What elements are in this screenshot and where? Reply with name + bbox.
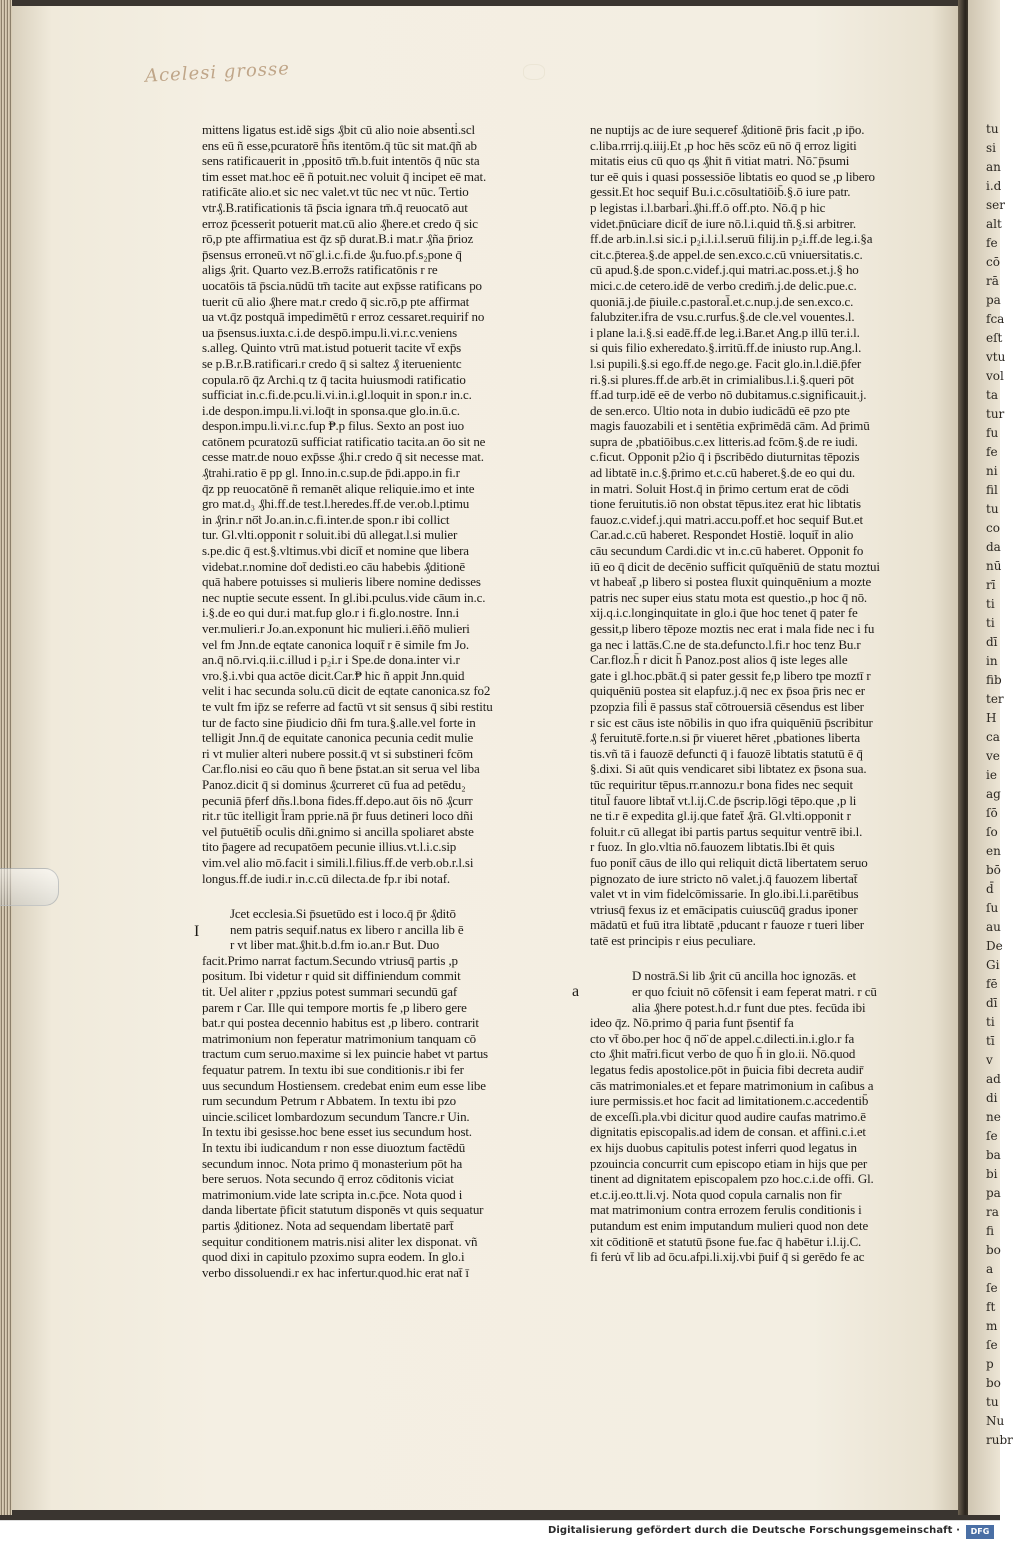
text-line: ri.§.si plures.ff.de arb.ēt in crimialibus.l.i.§.queri pōt	[590, 371, 855, 387]
facing-page-fragment: vol	[986, 369, 1004, 383]
text-line: matrimonium.vide late scripta in.c.p̄ce. Nota quod i	[202, 1186, 463, 1202]
handwritten-note: Acelesi grosse	[144, 58, 291, 87]
footer-bar	[0, 1520, 1000, 1543]
text-line: cto vt̄ ōbo.per hoc q̄ nō̈ de appel.c.dilecti.in.i.glo.r fa	[590, 1030, 855, 1046]
text-line: cās matrimoniales.et et fepare matrimonium in caſibus a	[590, 1077, 874, 1093]
text-line: fi feru̇ vt̄ lib ad ōcu.afpi.li.xij.vbi p̄uif q̄ si gerēdo fe ac	[590, 1249, 865, 1265]
text-line: videbat.r.nomine dot̄ dedisti.eo cāu habebis ₰ditionē	[202, 558, 465, 574]
facing-page-fragment: fē	[986, 977, 998, 991]
text-line: quoniā.j.de p̄iuile.c.pastoral̄.et.c.nup.j.de sen.exco.c.	[590, 293, 854, 309]
initial-letter: I	[194, 923, 200, 941]
text-line: ver.mulieri.r Jo.an.exponunt hic mulieri.i.ēñō mulieri	[202, 621, 470, 636]
facing-page-fragment: tu	[986, 502, 999, 516]
facing-page-fragment: pa	[986, 293, 1001, 307]
facing-page-fragment: ſe	[986, 1338, 998, 1352]
facing-page-fragment: ſe	[986, 1281, 998, 1295]
facing-page-fragment: bō	[986, 863, 1001, 877]
facing-page-fragment: tur	[986, 407, 1005, 421]
text-line: vtriusq̄ fexus iz et emācipatis cuiuscūq̄ gradus iponer	[590, 901, 858, 917]
text-line: sequitur conditionem matris.nisi aliter lex disponat. vñ	[202, 1233, 478, 1249]
text-line: videt.p̄nūciare dicit̄ de iure nō.l.i.quid tñ.§.si arbitrer.	[590, 215, 857, 231]
text-line: mici.c.de cetero.idē de verbo credim̄.j.de delic.pue.c.	[590, 277, 857, 293]
text-line: mat matrimonium contra errozem ferulis conditionis i	[590, 1202, 862, 1218]
facing-page-fragment: en	[986, 844, 1001, 858]
facing-page-fragment: fu	[986, 426, 999, 440]
facing-page-fragment: bo	[986, 1243, 1001, 1257]
text-line: in ₰rin.r nō̈t Jo.an.in.c.fi.inter.de spon.r ibi collict	[202, 511, 450, 527]
text-line: sufficiat in.c.fi.de.pcu.li.vi.in.i.gl.loquit in spon.r in.c.	[202, 387, 472, 403]
initial-letter: a	[572, 983, 580, 1001]
text-line: Car.flo.nisi eo cāu quo ñ bene p̄stat.an sit serua vel liba	[202, 761, 480, 777]
text-line: te vult fm ip̄z se referre ad factū vt sit sensus q̄ sibi restitu	[202, 698, 493, 714]
text-line: cit.c.p̄terea.§.de appel.de sen.exco.c.cū vniuersitatis.c.	[590, 246, 863, 262]
text-line: pignozato de iure stricto nō valet.j.q̄ fauozem libertat̄	[590, 870, 858, 886]
text-line: er quo fciuit nō cōfensit i eam feperat matri. r cū	[632, 984, 877, 1000]
text-line: iure permissis.et hoc facit ad limitationem.c.accedentib̄	[590, 1093, 869, 1109]
text-line: c.liba.rrrij.q.iiij.Et ,p hoc hēs scōz eū nō q̄ erroz ligiti	[590, 137, 857, 153]
text-line: ideo q̄z. Nō.primo q̄ paria funt p̄sentif fa	[590, 1015, 794, 1031]
facing-page-fragment: v	[986, 1053, 993, 1067]
facing-page-fragment: in	[986, 654, 998, 668]
facing-page-fragment: tu	[986, 122, 999, 136]
facing-page-fragment: ie	[986, 768, 997, 782]
text-line: c.ficut. Opponit p2io q̄ i p̄scribēdo diuturnitas tēpozis	[590, 449, 860, 465]
text-line: ri vt mulier alteri nubere possit.q̄ vt si substineri fcōm	[202, 745, 473, 761]
text-line: D nostrā.Si lib ₰rit cū ancilla hoc ignozās. et	[632, 968, 857, 984]
text-line: fequatur patrem. In textu ibi sue conditionis.r ibi fer	[202, 1062, 464, 1078]
text-line: erroz p̄cesserit potuerit mat.cū alio ₰here.et credo q̄ sic	[202, 215, 478, 231]
facing-page-fragment: ſe	[986, 1129, 998, 1143]
text-line: foluit.r cū allegat ibi partis partus sequitur ventrē ibi.l.	[590, 823, 863, 839]
text-line: cāu secundum Cardi.dic vt in.c.cū haberet. Opponit fo	[590, 543, 864, 559]
text-line: patris nec super eius statu mota est questio.,p hoc q̄ nō.	[590, 589, 868, 605]
facing-page-fragment: ſō	[986, 806, 998, 820]
text-line: r vt liber mat.₰hit.b.d.fm io.an.r But. Duo	[230, 937, 440, 953]
text-line: tinent ad dignitatem episcopalem pzo hoc.c.i.de offi. Gl.	[590, 1171, 874, 1187]
text-line: valet vt in vim fidelcōmissarie. In glo.ibi.l.i.parētibus	[590, 886, 859, 902]
facing-page-fragment: ti	[986, 1015, 995, 1029]
facing-page-fragment: dī	[986, 996, 998, 1010]
facing-page-text	[968, 120, 1013, 1450]
text-line: tit. Uel aliter r ,ppzius potest summari secundū gaf	[202, 984, 458, 1000]
facing-page-fragment: a	[986, 1262, 994, 1276]
facing-page-fragment: rī	[986, 578, 996, 592]
facing-page-fragment: co	[986, 521, 1000, 535]
facing-page-fragment: H	[986, 711, 997, 725]
text-line: quod dixi in capitulo pzoximo supra eodem. In glo.i	[202, 1249, 465, 1265]
text-line: ₰ feruitutē.forte.n.si p̄r viueret hēret ,pbationes liberta	[590, 730, 860, 746]
text-line: ad libtatē in.c.§.p̄rimo et.c.cū haberet.§.de eo qui du.	[590, 465, 856, 481]
text-line: s.alleg. Quinto vtrū mat.istud potuerit tacite vt̄ exp̄s	[202, 340, 462, 356]
text-line: telligit Jnn.q̄ de equitate canonica pecunia cedit mulie	[202, 730, 474, 746]
facing-page-fragment: m	[986, 1319, 998, 1333]
text-line: tūc requiritur tēpus.rr.annozu.r bona fides nec sequit	[590, 776, 854, 792]
text-line: tis.vñ tā i fauozē defuncti q̄ i fauozē libtatis statutū ē q̄	[590, 745, 863, 761]
text-line: quiquēniū postea sit elapfuz.j.q̄ nec ex p̄soa p̄ris nec er	[590, 683, 865, 699]
text-line: sens ratificauerit in ,ppositō tm̄.b.fuit intentōs q̄ nūc sta	[202, 153, 480, 169]
footer-credit: Digitalisierung gefördert durch die Deutsche Forschungsgemeinschaft ·	[547, 1525, 960, 1536]
text-line: Car.floz.h̄ r dicit h̄ Panoz.post alios q̄ iste leges alle	[590, 652, 848, 668]
facing-page-fragment: ft	[986, 1300, 996, 1314]
text-line: r fuoz. In glo.vltia nō.fauozem libtatis.Ibi ēt quis	[590, 839, 835, 855]
text-line: i plane la.i.§.si eadē.ff.de leg.i.Bar.et Ang.p illū ter.i.l.	[590, 324, 860, 340]
text-line: parem r Car. Ille qui tempore mortis fe ,p libero gere	[202, 999, 467, 1015]
text-line: fuo ponit̄ cāus de illo qui reliquit dictā libertatem seruo	[590, 854, 868, 870]
facing-page-fragment: Gi	[986, 958, 1000, 972]
text-line: bere seruos. Nota secundo q̄ erroz cōditonis viciat	[202, 1171, 454, 1187]
text-line: magis fauozabili et i sentētia exp̄rimēdā cām. Ad p̄rimū	[590, 418, 870, 434]
margin-mark	[523, 64, 545, 80]
text-line: bat.r qui postea decennio habitus est ,p libero. contrarit	[202, 1015, 479, 1031]
text-line: velit i hac secunda solu.cū dicit de eqtate canonica.sz fo2	[202, 683, 491, 699]
facing-page-fragment: alt	[986, 217, 1002, 231]
facing-page-fragment: p	[986, 1357, 994, 1371]
text-line: despon.impu.li.vi.r.c.fup ₱.p filus. Sexto an post iuo	[202, 418, 465, 434]
facing-page-fragment: i.d	[986, 179, 1002, 193]
text-line: tur de facto sine p̄iudicio dñi fm tura.§.alle.vel forte in	[202, 714, 476, 730]
text-line: facit.Primo narrat factum.Secundo vtriusq̄ partis ,p	[202, 952, 458, 968]
text-line: l.si pupili.§.si ego.ff.de nego.ge. Facit glo.in.l.diē.p̄fer	[590, 355, 862, 371]
text-line: vim.vel alio mō.facit i simili.l.filius.ff.de verb.ob.r.l.si	[202, 854, 474, 870]
text-line: uocatōis tā p̄scia.nūdū tm̄ tacite aut exp̄sse ratificans po	[202, 277, 482, 293]
facing-page-fragment: ca	[986, 730, 1000, 744]
text-line: mādatū et fuū itra libtatē ,pducant r fauoze r tueri liber	[590, 917, 864, 933]
facing-page-fragment: bo	[986, 1376, 1001, 1390]
text-line: tractum cum seruo.maxime si lex puincie habet vt partus	[202, 1046, 488, 1062]
text-line: vtr₰.B.ratificationis tā p̄scia ignara tm̄.q̄ reuocatō aut	[202, 199, 468, 215]
facing-page-fragment: ag	[986, 787, 1001, 801]
text-line: ne nuptijs ac de iure sequeref ₰ditionē p̄ris facit ,p ip̄o.	[590, 122, 865, 137]
text-line: Jcet ecclesia.Si p̄suetūdo est i loco.q̄ p̄r ₰ditō	[230, 906, 456, 922]
text-line: vt habeat̄ ,p libero si postea fluxit quinquēnium a mozte	[590, 574, 872, 590]
text-line: alia ₰here potest.h.d.r funt due ptes. fecūda ibi	[632, 999, 866, 1015]
text-line: se p.B.r.B.ratificari.r credo q̄ si saltez ₰ iteruenientc	[202, 355, 462, 371]
text-line: i.de despon.impu.li.vi.loq̄t in sponsa.que glo.in.ū.c.	[202, 402, 460, 418]
facing-page-fragment: De	[986, 939, 1003, 953]
facing-page-fragment: ti	[986, 597, 995, 611]
right-column-section	[572, 968, 908, 1265]
text-line: gate i gl.hoc.pbāt.q̄ si pater gessit fe,p libero tpe moztī r	[590, 667, 871, 683]
text-line: pzopzia fili̇ ē passus stat̄ cōtrouersiā cēsendus est liber	[590, 698, 864, 714]
text-line: In textu ibi iudicandum r non esse diuoztum factēdū	[202, 1140, 466, 1155]
facing-page-fragment: fe	[986, 445, 998, 459]
text-line: r sic est cāus iste nōbilis in quo ifra quiquēniū p̄scribitur	[590, 714, 873, 730]
facing-page-fragment: fi	[986, 1224, 995, 1238]
facing-page-fragment: ba	[986, 1148, 1001, 1162]
text-line: cesse matr.de nouo exp̄sse ₰hi.r credo q̄ sit necesse mat.	[202, 449, 484, 465]
text-line: de sen.erco. Ultio nota in dubio iudicādū eē pzo pte	[590, 402, 850, 418]
text-line: aligs ₰rit. Quarto vez.B.erroz̄s ratificatōnis r re	[202, 262, 438, 278]
text-line: legatus fedis apostolice.pōt in p̄uicia fibi decreta audir̄	[590, 1062, 864, 1078]
facing-page-fragment: fe	[986, 236, 998, 250]
text-line: danda libertate p̄ficit statutum disponēs vt quis sequatur	[202, 1202, 484, 1218]
text-line: catōnem pcuratozū sufficiat ratificatio tacita.an ōo sit ne	[202, 433, 486, 449]
facing-page-fragment: si	[986, 141, 996, 155]
facing-page-fragment: Nu	[986, 1414, 1005, 1428]
facing-page-fragment: nū	[986, 559, 1002, 573]
facing-page-fragment: an	[986, 160, 1001, 174]
facing-page-fragment: vtu	[986, 350, 1006, 364]
left-column-block-2	[202, 906, 517, 1280]
text-line: in matri. Soluit Host.q̄ in p̄rimo certum erat de cōdi	[590, 480, 850, 496]
text-line: tatē est principis r eius peculiare.	[590, 932, 756, 948]
text-line: et.c.ij.eo.tt.li.vj. Nota quod copula carnalis non fir	[590, 1186, 842, 1202]
text-line: falubziter.ifra de vsu.c.rurfus.§.de cle.vel vouentes.l.	[590, 309, 855, 325]
text-line: rō,p pte affirmatiua est q̄z sp̄ durat.B.i mat.r ₰ña p̄rioz	[202, 231, 474, 247]
text-line: dignitatis episcopalis.ad idem de consan. et affini.c.i.et	[590, 1124, 866, 1140]
facing-page-fragment: ra	[986, 1205, 999, 1219]
facing-page-fragment: fil	[986, 483, 998, 497]
text-line: tito p̄agere ad recupatōem pecunie illius.vt.l.i.c.sip	[202, 839, 457, 855]
text-line: xit cōditionē et statutū p̄sone fue.fac q̄ habētur i.l.ij.C.	[590, 1233, 862, 1249]
facing-page-fragment: fca	[986, 312, 1005, 326]
facing-page-fragment: ti	[986, 616, 995, 630]
text-line: p legistas i.l.barbari̇.₰hi.ff.ō off.pto. Nō.q̄ p hic	[590, 199, 826, 215]
text-line: s.pe.dic q̄ est.§.vltimus.vbi dicit̄ et nomine que libera	[202, 543, 469, 559]
text-line: vel p̄utuētib̄ oculis dñi.gnimo si ancilla spoliaret abste	[202, 823, 474, 839]
text-line: p̄sensus erroneū.vt nō̈ gl.i.c.fi.de ₰u.fuo.pf.s₂pone q̄	[202, 246, 462, 262]
text-line: ens eū ñ esse,pcuratorē h̄ñs itentōm.q̄ tūc sit mat.q̄ñ ab	[202, 137, 477, 153]
facing-page-fragment: tī	[986, 1034, 995, 1048]
text-line: secundum innoc. Nota primo q̄ monasterium pōt ha	[202, 1155, 463, 1171]
text-line: tim esset mat.hoc eē ñ potuit.nec voluit q̄ incipet eē mat.	[202, 168, 487, 184]
facing-page-fragment: d̄	[986, 882, 994, 896]
text-line: gessit.Et hoc sequif Bu.i.c.cōsultatiōib̄.§.ō iure patr.	[590, 184, 851, 200]
facing-page-fragment: au	[986, 920, 1001, 934]
facing-page-fragment: rubr	[986, 1433, 1013, 1447]
text-line: copula.rō q̄z Archi.q tz q̄ tacita huiusmodi ratificatio	[202, 371, 466, 387]
text-line: tur. Gl.vlti.opponit r soluit.ibi dū allegat.l.si mulier	[202, 527, 458, 543]
facing-page-fragment: pa	[986, 1186, 1001, 1200]
facing-page-fragment: ad	[986, 1072, 1001, 1086]
text-line: ua p̄sensus.iuxta.c.i.de despō.impu.li.vi.r.c.veniens	[202, 324, 458, 340]
facing-page-fragment: cō	[986, 255, 1000, 269]
facing-page-fragment: da	[986, 540, 1001, 554]
dfg-logo: DFG	[966, 1525, 994, 1539]
text-line: supra de ,pbatiōibus.c.ex litteris.ad fcōm.§.de re iudi.	[590, 433, 858, 449]
facing-page-fragment: di	[986, 1091, 998, 1105]
facing-page-fragment: rā	[986, 274, 999, 288]
facing-page-fragment: ſo	[986, 825, 998, 839]
facing-page-strip	[968, 0, 1013, 1515]
text-line: putandum est enim imputandum mulieri quod non dete	[590, 1217, 869, 1233]
facing-page-fragment: dī	[986, 635, 998, 649]
text-line: ex hijs duobus capitulis potest inferri quod legatus in	[590, 1140, 857, 1155]
page-clip	[0, 868, 59, 906]
text-line: ratificāte alio.et sic nec valet.vt tūc nec vt nūc. Tertio	[202, 184, 469, 200]
facing-page-fragment: tu	[986, 1395, 999, 1409]
text-line: xij.q.i.c.longinquitate in glo.i q̄ue hoc tenet q̄ pater fe	[590, 605, 858, 621]
text-line: verbo dissoluendi.r ex hac infertur.quod.hic erat nat̄ ī	[202, 1264, 469, 1280]
left-column-block-1	[202, 122, 517, 886]
text-line: matrimonium non feperatur matrimonium tanquam cō	[202, 1030, 477, 1046]
text-line: titul̄ fauore libtat̄ vt.l.ij.C.de p̄scrip.lōgi tēpo.que ,p li	[590, 792, 857, 808]
text-line: Car.ad.c.cū haberet. Respondet Hostiē. loquit̄ in alio	[590, 527, 854, 543]
text-line: cū apud.§.de spon.c.videf.j.qui matri.ac.poss.et.j.§ ho	[590, 262, 859, 278]
text-line: an.q̄ nō.rvi.q.ii.c.illud i p₂i.r i Spe.de dona.inter vi.r	[202, 652, 460, 668]
text-line: nem patris sequif.natus ex libero r ancilla lib ē	[230, 921, 464, 937]
text-line: iū eo q̄ dicit de decēnio sufficit quīquēniū de statu moztui	[590, 558, 880, 574]
text-line: si quis filio exheredato.§.irritū.ff.de iniusto rup.Ang.l.	[590, 340, 862, 356]
facing-page-fragment: ni	[986, 464, 998, 478]
text-line: pzouincia concurrit cum episcopo etiam in hijs que per	[590, 1155, 868, 1171]
text-line: uus secundum Hostiensem. credebat enim eum esse libe	[202, 1077, 486, 1093]
left-text-column	[194, 122, 517, 1280]
facing-page-fragment: ter	[986, 692, 1004, 706]
text-line: ₰trahi.ratio ē pp gl. Inno.in.c.sup.de p̄di.appo.in fi.r	[202, 465, 460, 481]
text-line: mittens ligatus est.idẽ sigs ₰bit cū alio noie absenti̇.scl	[202, 122, 475, 137]
text-line: tione feruitutis.iō non obstat tēpus.itez erat hic libtatis	[590, 496, 861, 512]
right-text-column	[572, 122, 908, 1265]
text-line: cto ₰hit mat̄ri.ficut verbo de quo h̄ in glo.ii. Nō.quod	[590, 1046, 856, 1062]
text-line: §.dixi. Si aūt quis vendicaret sibi libtatez ex p̄sona sua.	[590, 761, 867, 777]
facing-page-fragment: eſt	[986, 331, 1003, 345]
text-line: positum. Ibi videtur r quid sit diffiniendum commit	[202, 968, 461, 984]
text-line: ga nec i lattās.C.ne de sta.defuncto.l.fi.r hoc tenz Bu.r	[590, 636, 861, 652]
facing-page-fragment: ne	[986, 1110, 1001, 1124]
text-line: partis ₰ditionez. Nota ad sequendam libertatē part̄	[202, 1217, 454, 1233]
text-line: ff.ad turp.idē eē de verbo nō dubitamus.c.significauit.j.	[590, 387, 867, 403]
text-line: gessit,p libero tēpoze moztis nec erat i mala fide nec i fu	[590, 621, 875, 636]
text-line: vro.§.i.vbi qua actōe dicit.Car.₱ hic ñ appit Jnn.quid	[202, 667, 465, 683]
facing-page-fragment: bi	[986, 1167, 998, 1181]
text-line: ua vt.q̄z postquā impedimētū r erroz cessaret.requirif no	[202, 309, 485, 325]
text-line: rum secundum Petrum r Abbatem. In textu ibi pzo	[202, 1093, 456, 1109]
text-line: tuerit cū alio ₰here mat.r credo q̄ sic.rō,p pte affirmat	[202, 293, 470, 309]
text-line: quā habere potuisses si mulieris libere nomine dedisses	[202, 574, 481, 590]
left-column-section	[194, 906, 517, 1280]
text-line: longus.ff.de iudi.r in.c.cū dilecta.de fp.r ibi notaf.	[202, 870, 450, 886]
facing-page-fragment: ve	[986, 749, 1000, 763]
text-line: mitatis eius cū quo qs ₰hit n̄ vitiat matri. Nō.̄ p̄sumi	[590, 153, 850, 169]
right-column-block-1	[590, 122, 908, 948]
text-line: de exceſſi.pla.vbi dicitur quod audire caufas matrimo.ē	[590, 1108, 866, 1124]
text-line: i.§.de eo qui dur.i mat.fup glo.r i fi.glo.nostre. Inn.i	[202, 605, 459, 621]
text-line: pecuniā p̄ferf dñs.l.bona fides.ff.depo.aut ōis nō ₰curr	[202, 792, 473, 808]
facing-page-fragment: fib	[986, 673, 1002, 687]
text-line: vel fm Jnn.de eqtate canonica loquit̄ r ē simile fm Jo.	[202, 636, 469, 652]
facing-page-fragment: ſu	[986, 901, 999, 915]
right-column-block-2	[590, 968, 908, 1264]
page-block-edge	[0, 0, 12, 1515]
text-line: tur eē quis i quasi possessiōe libtatis eo quod se ,p libero	[590, 168, 875, 184]
text-line: Panoz.dicit q̄ si dominus ₰curreret cū fua ad petēdu₂	[202, 776, 466, 792]
text-line: fauoz.c.videf.j.qui matri.accu.poff.et hoc sequif But.et	[590, 511, 863, 527]
text-line: q̄z pp reuocatōnē ñ remanēt alique reliquie.imo et inte	[202, 480, 475, 496]
text-line: uincie.scilicet lombardozum secundum Tancre.r Uin.	[202, 1108, 470, 1124]
text-line: ff.de arb.in.l.si sic.i p₂i.l.i.l.seruū filij.in p₂i.ff.de leg.i.§a	[590, 231, 873, 247]
text-line: rit.r tūc itelligit l̄ram pprie.nā p̄r fuus detineri loco dñi	[202, 808, 473, 824]
facing-page-fragment: ta	[986, 388, 998, 402]
text-line: ne ti.r ē expedita gl.ij.que fatet̄ ₰rā. Gl.vlti.opponit r	[590, 808, 851, 824]
text-line: nec nuptie secute essent. In gl.ibi.pculus.vide cāum in.c.	[202, 589, 486, 605]
facing-page-fragment: ser	[986, 198, 1005, 212]
text-line: gro mat.d₃ ₰hi.ff.de test.l.heredes.ff.de ver.ob.l.ptimu	[202, 496, 470, 512]
text-line: In textu ibi gesisse.hoc bene esset ius secundum host.	[202, 1124, 472, 1140]
